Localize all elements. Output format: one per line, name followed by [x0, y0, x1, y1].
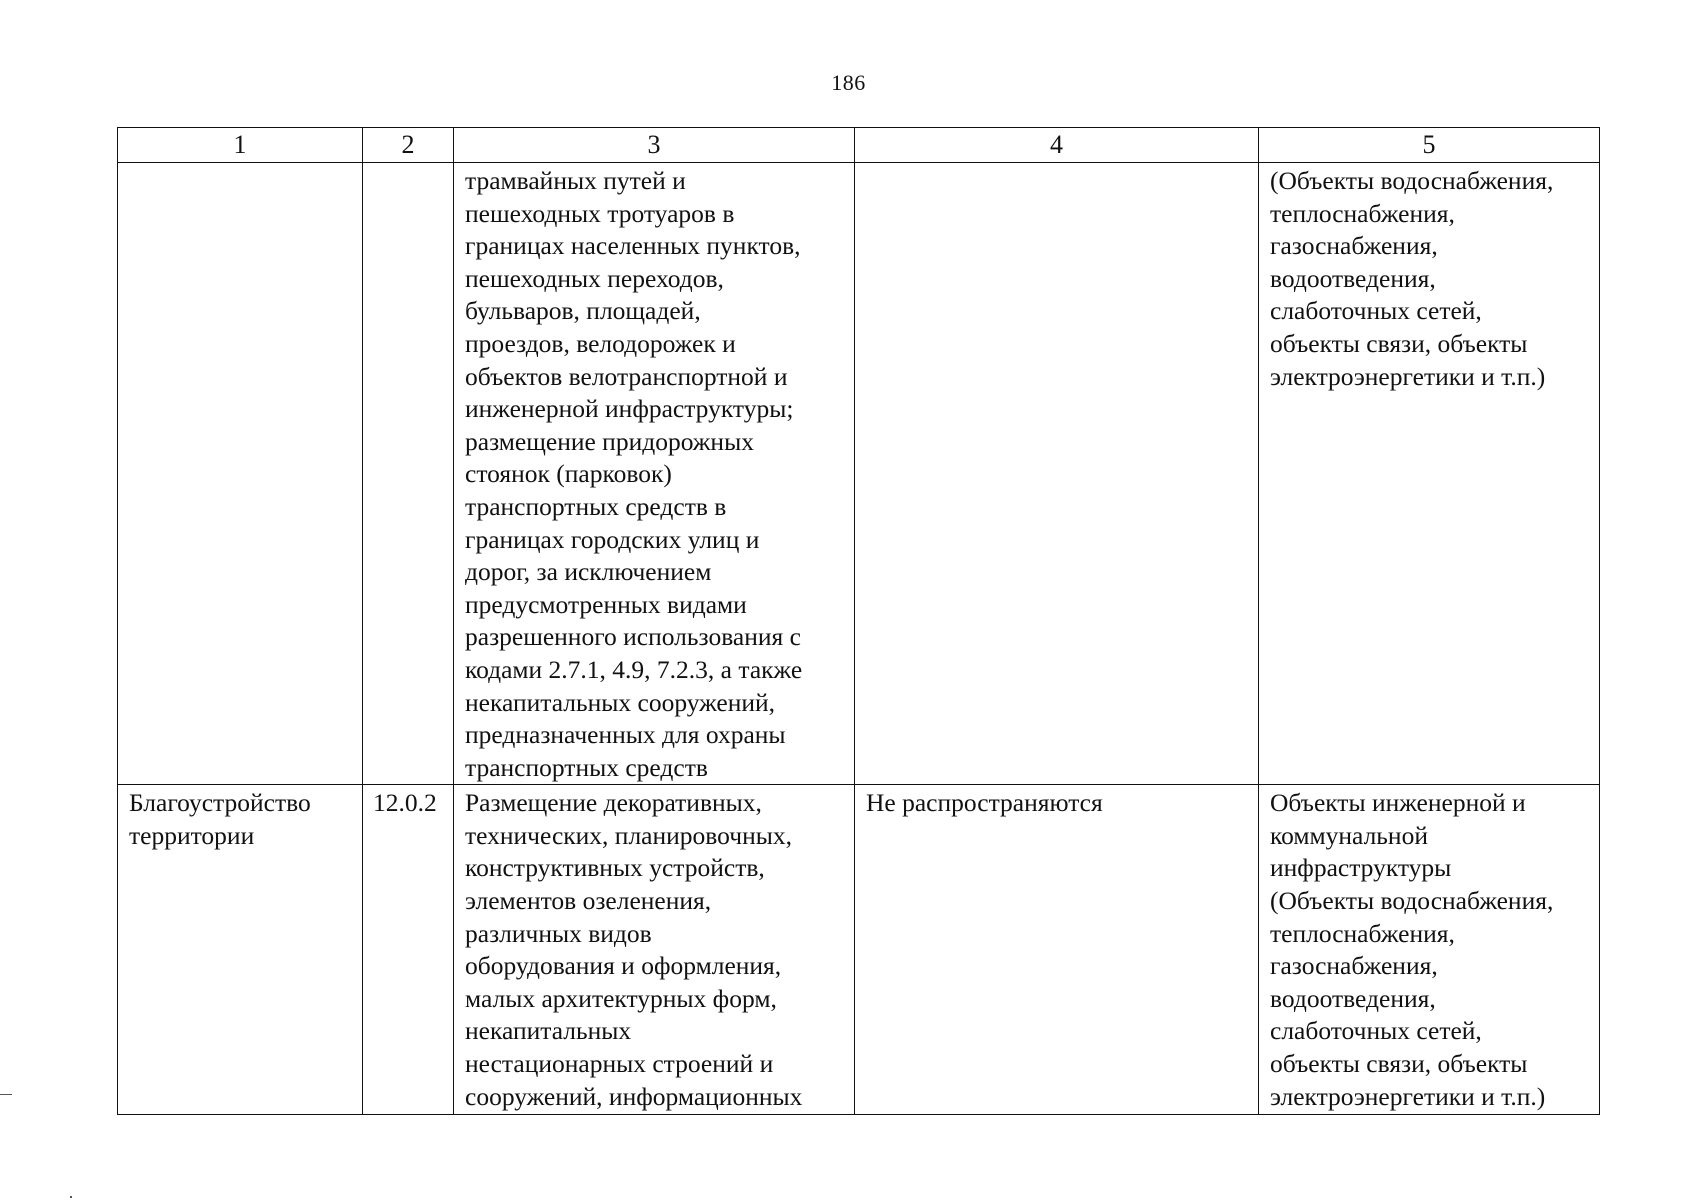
page-number: 186	[831, 70, 866, 95]
cell-text-line: объектов велотранспортной и	[465, 361, 788, 391]
cell-text-line: Размещение декоративных,	[465, 788, 762, 818]
cell-text-line: некапитальных	[465, 1016, 632, 1046]
column-number-3: 3	[454, 128, 855, 163]
cell-text-line: объекты связи, объекты	[1270, 328, 1528, 358]
margin-scan-mark	[0, 1094, 12, 1095]
use-name-cell	[118, 785, 363, 1115]
cell-text-line: транспортных средств в	[465, 491, 727, 521]
cell-text-line: Объекты инженерной и	[1270, 788, 1526, 818]
cell-text-line: территории	[129, 820, 255, 850]
restrictions-cell	[855, 785, 1259, 1115]
cell-text-line: нестационарных строений и	[465, 1049, 774, 1079]
table-row	[118, 163, 1600, 785]
cell-text-line: Благоустройство	[129, 788, 311, 818]
cell-text-line: теплоснабжения,	[1270, 198, 1455, 228]
cell-text-line: размещение придорожных	[465, 426, 754, 456]
cell-text-line: транспортных средств	[465, 752, 708, 782]
cell-text-line: (Объекты водоснабжения,	[1270, 886, 1554, 916]
cell-text-line: слаботочных сетей,	[1270, 1016, 1482, 1046]
cell-text-line: инфраструктуры	[1270, 853, 1452, 883]
land-use-table	[117, 127, 1600, 1115]
cell-text-line: кодами 2.7.1, 4.9, 7.2.3, а также	[465, 654, 803, 684]
cell-text-line: границах населенных пунктов,	[465, 231, 801, 261]
cell-text-line: оборудования и оформления,	[465, 951, 782, 981]
cell-text-line: газоснабжения,	[1270, 231, 1438, 261]
use-code-cell	[363, 785, 454, 1115]
cell-text-line: предусмотренных видами	[465, 589, 747, 619]
cell-text-line: разрешенного использования с	[465, 622, 801, 652]
permitted-objects-cell	[1259, 785, 1600, 1115]
cell-text-line: электроэнергетики и т.п.)	[1270, 361, 1546, 391]
cell-text-line: водоотведения,	[1270, 263, 1436, 293]
scan-speck	[70, 1196, 72, 1198]
cell-text-line: дорог, за исключением	[465, 557, 712, 587]
cell-text-line: проездов, велодорожек и	[465, 328, 736, 358]
permitted-objects-cell	[1259, 163, 1600, 785]
cell-text-line: технических, планировочных,	[465, 820, 792, 850]
cell-text-line: водоотведения,	[1270, 983, 1436, 1013]
cell-text-line: трамвайных путей и	[465, 166, 686, 195]
cell-text-line: объекты связи, объекты	[1270, 1049, 1528, 1079]
cell-text-line: теплоснабжения,	[1270, 918, 1455, 948]
cell-text-line: слаботочных сетей,	[1270, 296, 1482, 326]
cell-text-line: коммунальной	[1270, 820, 1428, 850]
cell-text-line: газоснабжения,	[1270, 951, 1438, 981]
column-number-4: 4	[855, 128, 1259, 163]
cell-text-line: (Объекты водоснабжения,	[1270, 166, 1554, 195]
cell-text-line: инженерной инфраструктуры;	[465, 394, 794, 424]
use-code-cell	[363, 163, 454, 785]
cell-text-line: пешеходных тротуаров в	[465, 198, 735, 228]
column-number-row	[118, 128, 1600, 163]
cell-text-line: некапитальных сооружений,	[465, 687, 776, 717]
cell-text-line: границах городских улиц и	[465, 524, 760, 554]
cell-text-line: стоянок (парковок)	[465, 459, 672, 489]
use-description-cell	[454, 163, 855, 785]
cell-text-line: бульваров, площадей,	[465, 296, 701, 326]
use-description-cell	[454, 785, 855, 1115]
cell-text-line: конструктивных устройств,	[465, 853, 765, 883]
column-number-5: 5	[1259, 128, 1600, 163]
cell-text-line: предназначенных для охраны	[465, 720, 786, 750]
restrictions-cell	[855, 163, 1259, 785]
cell-text-line: электроэнергетики и т.п.)	[1270, 1081, 1546, 1111]
cell-text-line: пешеходных переходов,	[465, 263, 724, 293]
cell-text-line: элементов озеленения,	[465, 886, 712, 916]
use-code: 12.0.2	[373, 788, 437, 818]
column-number-2: 2	[363, 128, 454, 163]
cell-text-line: различных видов	[465, 918, 652, 948]
cell-text-line: малых архитектурных форм,	[465, 983, 777, 1013]
use-name-cell	[118, 163, 363, 785]
column-number-1: 1	[118, 128, 363, 163]
cell-text-line: сооружений, информационных	[465, 1081, 803, 1111]
cell-text-line: Не распространяются	[866, 788, 1103, 818]
table-row	[118, 785, 1600, 1115]
